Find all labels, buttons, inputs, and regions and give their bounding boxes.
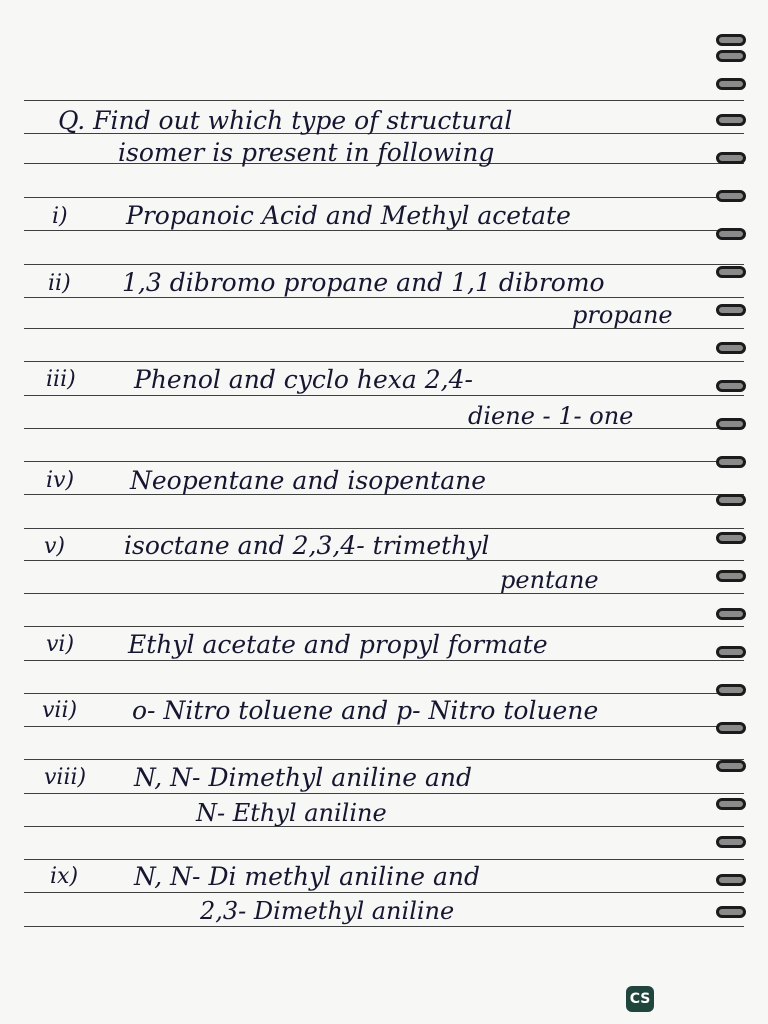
item-text: 1,3 dibromo propane and 1,1 dibromo bbox=[122, 268, 605, 297]
ruled-line bbox=[24, 264, 744, 265]
spiral-ring bbox=[716, 532, 746, 544]
spiral-ring bbox=[716, 78, 746, 90]
ruled-line bbox=[24, 560, 744, 561]
spiral-ring bbox=[716, 570, 746, 582]
ruled-line bbox=[24, 461, 744, 462]
question-line-1: Q. Find out which type of structural bbox=[58, 106, 513, 135]
spiral-ring bbox=[716, 34, 746, 46]
item-number: i) bbox=[52, 204, 68, 229]
ruled-line bbox=[24, 197, 744, 198]
item-text-continued: N- Ethyl aniline bbox=[196, 799, 387, 827]
item-text: N, N- Di methyl aniline and bbox=[134, 862, 480, 891]
item-number: vii) bbox=[42, 698, 78, 723]
item-text: Ethyl acetate and propyl formate bbox=[128, 630, 548, 659]
item-number: ii) bbox=[48, 271, 71, 296]
item-number: vi) bbox=[46, 632, 75, 657]
ruled-line bbox=[24, 230, 744, 231]
item-text-continued: diene - 1- one bbox=[468, 402, 634, 430]
spiral-ring bbox=[716, 456, 746, 468]
ruled-line bbox=[24, 297, 744, 298]
item-text-continued: 2,3- Dimethyl aniline bbox=[200, 897, 455, 925]
spiral-ring bbox=[716, 760, 746, 772]
ruled-line bbox=[24, 693, 744, 694]
item-text-continued: pentane bbox=[500, 566, 599, 594]
item-number: viii) bbox=[44, 765, 87, 790]
spiral-ring bbox=[716, 646, 746, 658]
spiral-ring bbox=[716, 874, 746, 886]
item-number: ix) bbox=[50, 864, 79, 889]
item-text: o- Nitro toluene and p- Nitro toluene bbox=[132, 696, 599, 725]
item-text: Phenol and cyclo hexa 2,4- bbox=[134, 365, 473, 394]
item-text: N, N- Dimethyl aniline and bbox=[134, 763, 473, 792]
spiral-ring bbox=[716, 494, 746, 506]
ruled-line bbox=[24, 593, 744, 594]
ruled-line bbox=[24, 660, 744, 661]
item-number: iii) bbox=[46, 367, 76, 392]
spiral-ring bbox=[716, 608, 746, 620]
item-number: iv) bbox=[46, 468, 75, 493]
spiral-ring bbox=[716, 190, 746, 202]
spiral-ring bbox=[716, 418, 746, 430]
spiral-binding bbox=[712, 30, 746, 930]
ruled-line bbox=[24, 793, 744, 794]
item-text: Propanoic Acid and Methyl acetate bbox=[126, 201, 571, 230]
ruled-line bbox=[24, 361, 744, 362]
spiral-ring bbox=[716, 152, 746, 164]
ruled-line bbox=[24, 528, 744, 529]
spiral-ring bbox=[716, 342, 746, 354]
spiral-ring bbox=[716, 722, 746, 734]
spiral-ring bbox=[716, 906, 746, 918]
ruled-line bbox=[24, 926, 744, 927]
ruled-line bbox=[24, 395, 744, 396]
item-number: v) bbox=[44, 534, 66, 559]
item-text: Neopentane and isopentane bbox=[130, 466, 486, 495]
spiral-ring bbox=[716, 50, 746, 62]
spiral-ring bbox=[716, 266, 746, 278]
spiral-ring bbox=[716, 798, 746, 810]
item-text-continued: propane bbox=[572, 301, 673, 329]
camscanner-logo: CS bbox=[626, 986, 654, 1012]
spiral-ring bbox=[716, 380, 746, 392]
ruled-line bbox=[24, 726, 744, 727]
item-text: isoctane and 2,3,4- trimethyl bbox=[124, 531, 490, 560]
ruled-line bbox=[24, 626, 744, 627]
ruled-line bbox=[24, 892, 744, 893]
spiral-ring bbox=[716, 114, 746, 126]
ruled-line bbox=[24, 759, 744, 760]
spiral-ring bbox=[716, 836, 746, 848]
question-line-2: isomer is present in following bbox=[118, 138, 495, 167]
ruled-line bbox=[24, 859, 744, 860]
ruled-line bbox=[24, 100, 744, 101]
ruled-line bbox=[24, 428, 744, 429]
spiral-ring bbox=[716, 304, 746, 316]
spiral-ring bbox=[716, 684, 746, 696]
spiral-ring bbox=[716, 228, 746, 240]
